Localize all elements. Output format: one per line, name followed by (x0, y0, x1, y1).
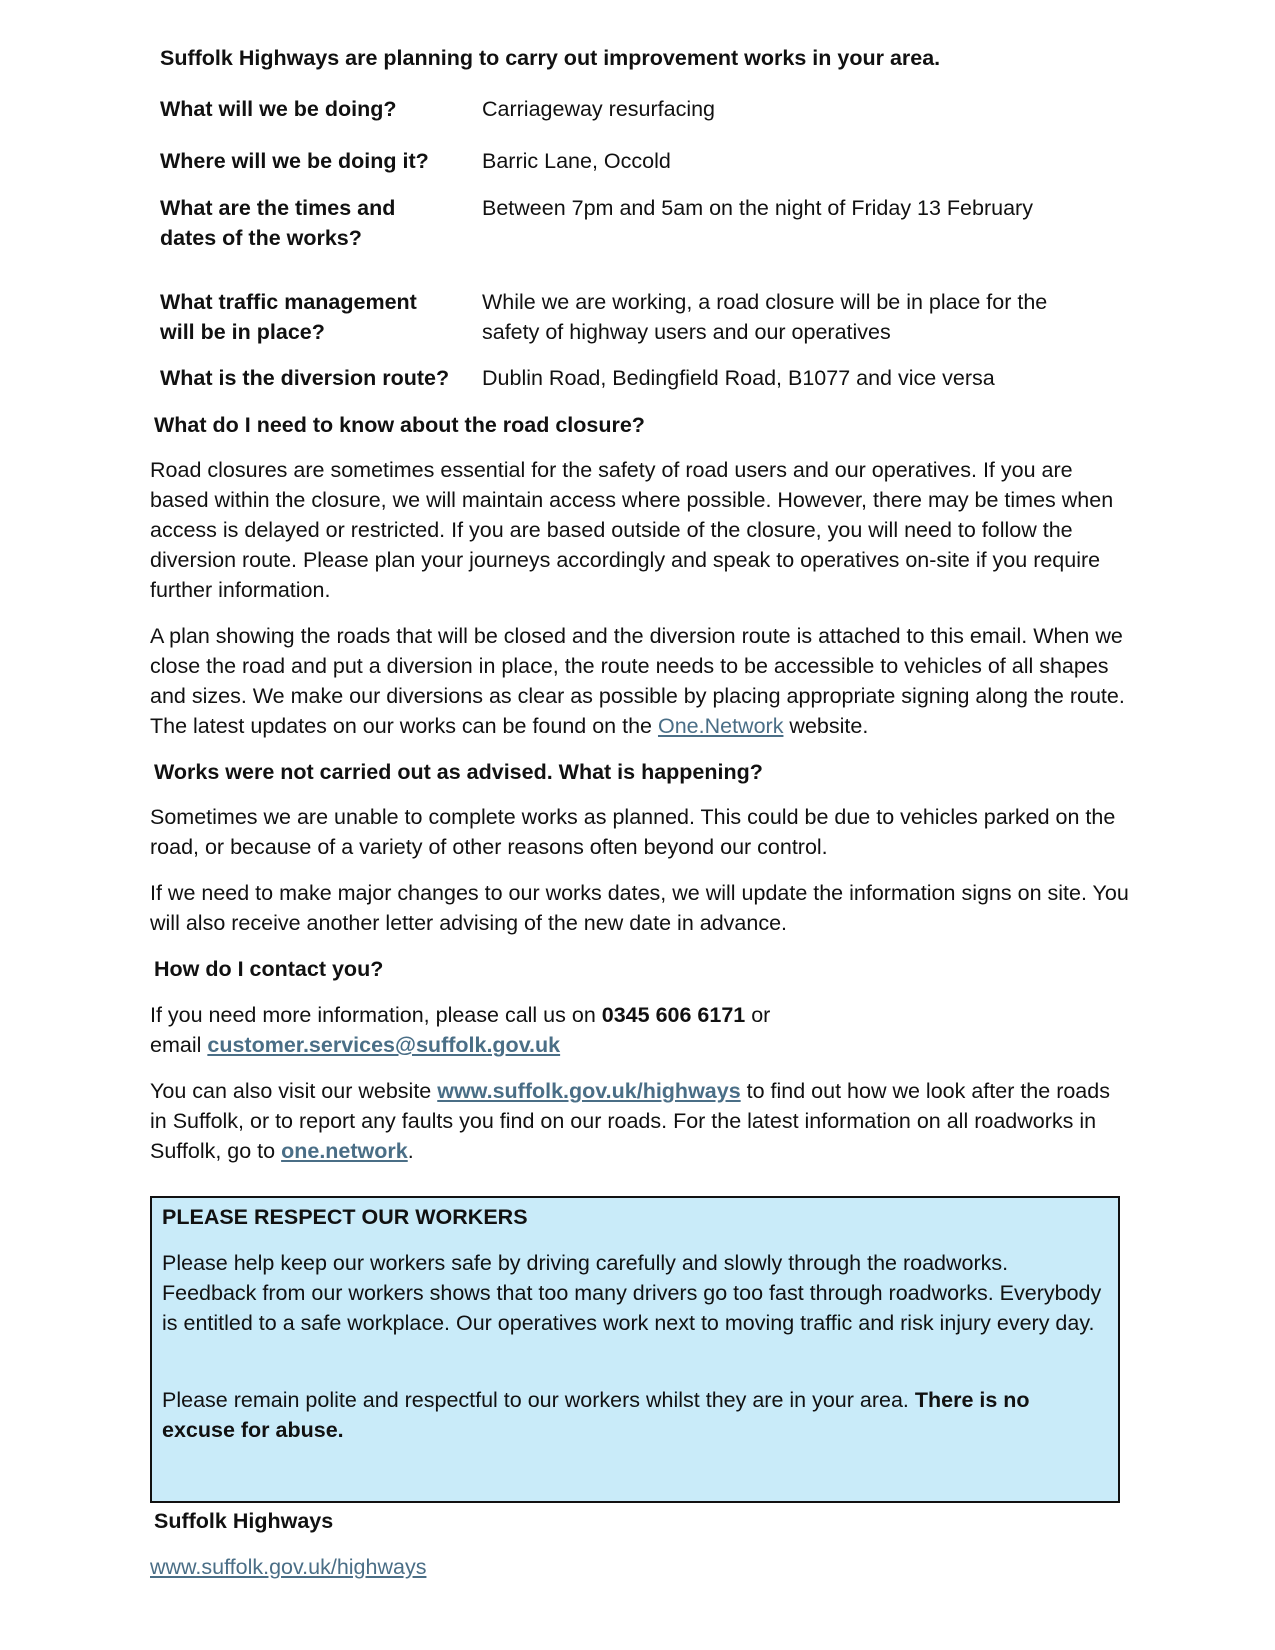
road-closure-heading: What do I need to know about the road closure? (154, 413, 645, 437)
phone-number: 0345 606 6171 (601, 1003, 746, 1027)
not-carried-out-paragraph-1: Sometimes we are unable to complete works as planned. This could be due to vehicles parked on the road, or because of a variety of other reasons often beyond our control. (150, 805, 1116, 859)
footer-website-link[interactable]: www.suffolk.gov.uk/highways (150, 1555, 427, 1579)
email-link[interactable]: customer.services@suffolk.gov.uk (207, 1033, 561, 1057)
answer-traffic: While we are working, a road closure will be in place for the safety of highway users and our operatives (482, 290, 1048, 344)
contact-line-1-text: If you need more information, please call us on (150, 1003, 602, 1027)
contact-paragraph-2-end: . (407, 1139, 414, 1163)
question-diversion: What is the diversion route? (160, 366, 450, 390)
website-link[interactable]: www.suffolk.gov.uk/highways (437, 1079, 741, 1103)
not-carried-out-paragraph-2: If we need to make major changes to our works dates, we will update the information signs on site. You will also receive another letter advising of the new date in advance. (150, 881, 1129, 935)
contact-paragraph-2-middle: to find out how we look after the roads in Suffolk, or to report any faults you find on our roads. For the latest information on all roadworks in Suffolk, go to (150, 1079, 1110, 1163)
question-times: What are the times and dates of the works? (160, 196, 396, 250)
respect-box-paragraph-1: Please help keep our workers safe by driving carefully and slowly through the roadworks. Feedback from our workers shows that too many drivers go too fast through roadworks. Everybody is entitled to a safe workplace. Our operatives work next to moving traffic and risk injury every day. (162, 1251, 1102, 1335)
answer-what: Carriageway resurfacing (482, 97, 716, 121)
respect-box-paragraph-2 (162, 1385, 1102, 1445)
road-closure-paragraph-2-text: A plan showing the roads that will be closed and the diversion route is attached to this email. When we close the road and put a diversion in place, the route needs to be accessible to vehicles of all shapes and sizes. We make our diversions as clear as possible by placing appropriate signing along the route. The latest updates on our works can be found on the (150, 624, 1125, 738)
contact-heading: How do I contact you? (154, 957, 384, 981)
respect-workers-box (150, 1196, 1120, 1503)
question-what: What will we be doing? (160, 97, 397, 121)
signature: Suffolk Highways (154, 1509, 334, 1533)
contact-line-1-end: or (745, 1003, 771, 1027)
question-traffic: What traffic management will be in place? (160, 290, 417, 344)
contact-line-2-text: email (150, 1033, 208, 1057)
road-closure-paragraph-1: Road closures are sometimes essential for the safety of road users and our operatives. If you are based within the closure, we will maintain access where possible. However, there may be times when access is delayed or restricted. If you are based outside of the closure, you will need to follow the diversion route. Please plan your journeys accordingly and speak to operatives on-site if you require further information. (150, 458, 1114, 602)
contact-paragraph-2-text: You can also visit our website (150, 1079, 438, 1103)
respect-box-heading: PLEASE RESPECT OUR WORKERS (162, 1205, 528, 1229)
answer-where: Barric Lane, Occold (482, 149, 671, 173)
answer-diversion: Dublin Road, Bedingfield Road, B1077 and vice versa (482, 366, 995, 390)
intro-heading: Suffolk Highways are planning to carry out improvement works in your area. (160, 46, 941, 70)
one-network-link-2[interactable]: one.network (281, 1139, 408, 1163)
question-where: Where will we be doing it? (160, 149, 429, 173)
one-network-link[interactable]: One.Network (657, 714, 784, 738)
answer-times: Between 7pm and 5am on the night of Friday 13 February (482, 196, 1033, 220)
road-closure-paragraph-2 (150, 621, 1130, 741)
not-carried-out-heading: Works were not carried out as advised. What is happening? (154, 760, 763, 784)
road-closure-paragraph-2-end: website. (783, 714, 869, 738)
respect-box-paragraph-2-text: Please remain polite and respectful to our workers whilst they are in your area. (162, 1388, 915, 1412)
contact-paragraph-2 (150, 1076, 1130, 1166)
contact-paragraph-1 (150, 1000, 1130, 1060)
no-excuse-text: There is no excuse for abuse. (162, 1388, 1030, 1442)
